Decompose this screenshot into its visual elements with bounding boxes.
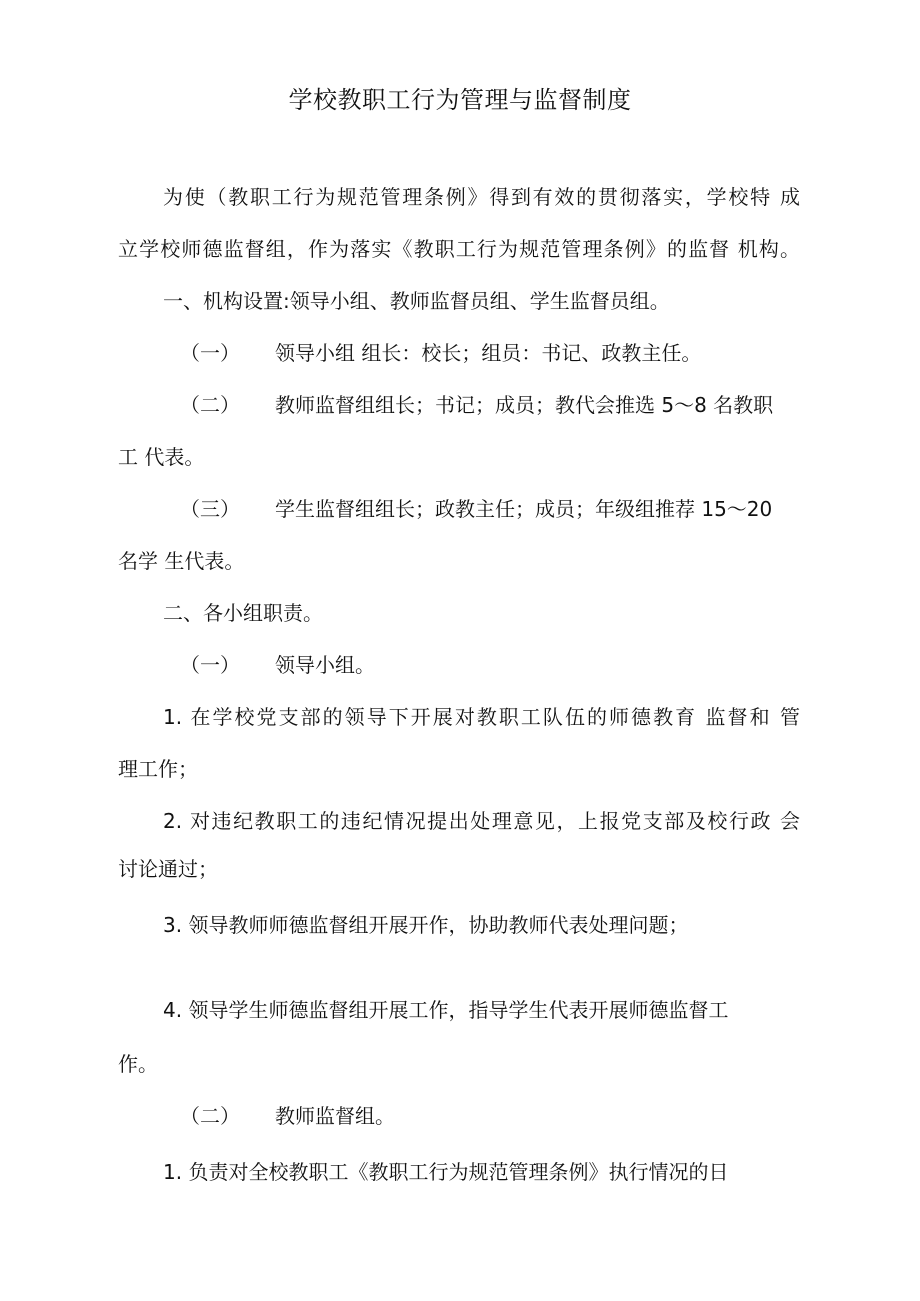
subsection-text: 领导小组 组长：校长；组员：书记、政教主任。 xyxy=(275,341,702,365)
subsection-number: （二） xyxy=(180,393,240,417)
subsection-text: 学生监督组组长；政教主任；成员；年级组推荐 15～20 xyxy=(275,497,773,521)
subsection-line xyxy=(180,1102,395,1130)
paragraph-line: 工 代表。 xyxy=(118,445,205,469)
subsection-number: （一） xyxy=(180,653,240,677)
paragraph-line: 为使（教职工行为规范管理条例》得到有效的贯彻落实，学校特 成 xyxy=(163,185,800,209)
list-item-line: 4. 领导学生师德监督组开展工作，指导学生代表开展师德监督工 xyxy=(163,998,729,1022)
subsection-text: 教师监督组。 xyxy=(275,1104,395,1128)
subsection-number: （一） xyxy=(180,341,240,365)
list-item-line: 2. 对违纪教职工的违纪情况提出处理意见，上报党支部及校行政 会 xyxy=(163,809,800,833)
subsection-number: （二） xyxy=(180,1104,240,1128)
subsection-text: 教师监督组组长；书记；成员；教代会推选 5～8 名教职 xyxy=(275,393,774,417)
paragraph-line: 名学 生代表。 xyxy=(118,549,245,573)
list-item-line: 1. 在学校党支部的领导下开展对教职工队伍的师德教育 监督和 管 xyxy=(163,705,800,729)
paragraph-line: 讨论通过； xyxy=(118,857,218,881)
list-item-line: 3. 领导教师师德监督组开展开作，协助教师代表处理问题； xyxy=(163,913,689,937)
paragraph-line: 作。 xyxy=(118,1052,158,1076)
subsection-line xyxy=(180,339,701,367)
list-item-line: 1. 负责对全校教职工《教职工行为规范管理条例》执行情况的日 xyxy=(163,1160,729,1184)
subsection-line xyxy=(180,391,800,419)
subsection-text: 领导小组。 xyxy=(275,653,375,677)
subsection-number: （三） xyxy=(180,497,240,521)
section-heading: 二、各小组职责。 xyxy=(163,601,323,625)
document-title: 学校教职工行为管理与监督制度 xyxy=(288,86,632,114)
section-heading: 一、机构设置:领导小组、教师监督员组、学生监督员组。 xyxy=(163,289,670,313)
subsection-line xyxy=(180,651,375,679)
subsection-line xyxy=(180,495,800,523)
paragraph-line: 理工作； xyxy=(118,757,198,781)
paragraph-line: 立学校师德监督组，作为落实《教职工行为规范管理条例》的监督 机构。 xyxy=(118,237,800,261)
